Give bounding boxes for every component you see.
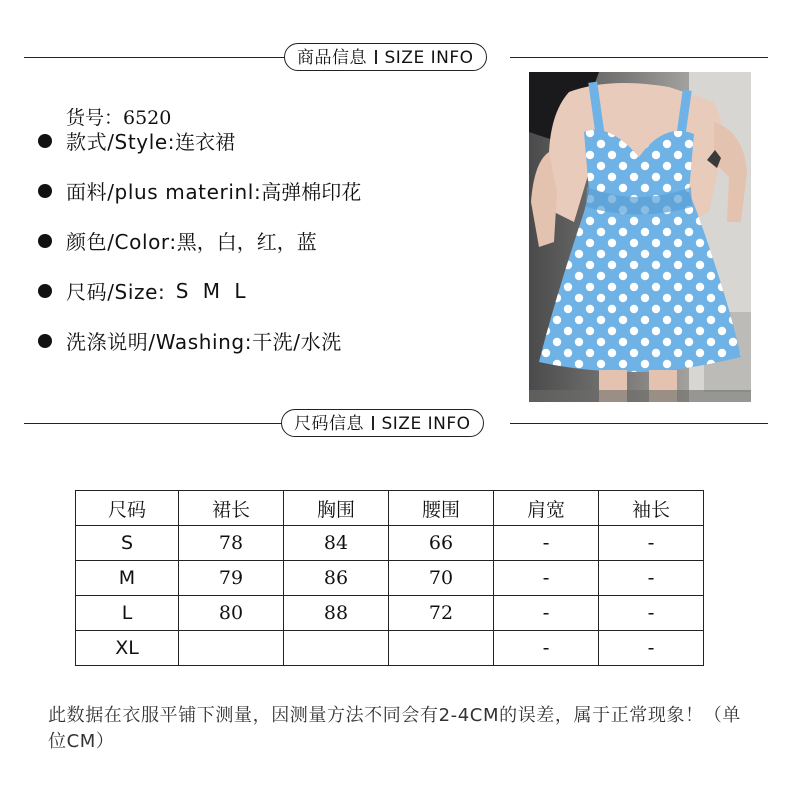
table-cell: -	[599, 631, 704, 666]
table-row	[76, 631, 704, 666]
section-title-en: SIZE INFO	[381, 414, 471, 434]
spec-label: 尺码/Size:	[66, 280, 166, 304]
product-photo	[529, 72, 751, 402]
table-cell	[179, 631, 284, 666]
table-cell: 72	[389, 596, 494, 631]
table-cell: -	[494, 596, 599, 631]
table-cell-size: M	[76, 561, 179, 596]
table-cell: 86	[284, 561, 389, 596]
bullet-icon	[38, 284, 52, 298]
size-table	[75, 490, 704, 666]
spec-color	[38, 226, 317, 255]
bullet-icon	[38, 234, 52, 248]
table-cell: 79	[179, 561, 284, 596]
bullet-icon	[38, 134, 52, 148]
section-divider-left	[24, 423, 286, 424]
separator	[375, 50, 377, 64]
dress-photo-icon	[529, 72, 751, 402]
section-title-product-info	[284, 43, 487, 71]
table-cell: -	[494, 561, 599, 596]
section-title-en: SIZE INFO	[384, 48, 474, 68]
section-divider-right	[510, 57, 768, 58]
section-title-size-info	[281, 409, 484, 437]
section-divider-right	[510, 423, 768, 424]
bullet-icon	[38, 184, 52, 198]
table-header-cell: 肩宽	[494, 491, 599, 526]
spec-label: 洗涤说明/Washing:	[66, 330, 253, 354]
table-cell-size: XL	[76, 631, 179, 666]
table-cell: 78	[179, 526, 284, 561]
spec-value: 高弹棉印花	[261, 180, 362, 204]
section-divider-left	[24, 57, 286, 58]
item-code: 货号：6520	[66, 107, 172, 129]
table-cell: -	[494, 526, 599, 561]
table-cell: -	[599, 526, 704, 561]
spec-size	[38, 276, 250, 305]
table-cell: -	[599, 561, 704, 596]
spec-value: 黑，白，红，蓝	[176, 230, 317, 254]
table-header-row	[76, 491, 704, 526]
spec-washing	[38, 326, 342, 355]
table-cell: 80	[179, 596, 284, 631]
table-cell: -	[599, 596, 704, 631]
spec-value: 连衣裙	[175, 130, 236, 154]
spec-value: 干洗/水洗	[252, 330, 342, 354]
spec-label: 颜色/Color:	[66, 230, 177, 254]
table-cell: 88	[284, 596, 389, 631]
table-header-cell: 尺码	[76, 491, 179, 526]
table-row	[76, 596, 704, 631]
table-cell-size: S	[76, 526, 179, 561]
spec-fabric	[38, 176, 361, 205]
table-header-cell: 胸围	[284, 491, 389, 526]
table-header-cell: 袖长	[599, 491, 704, 526]
spec-label: 款式/Style:	[66, 130, 176, 154]
table-cell: -	[494, 631, 599, 666]
bullet-icon	[38, 334, 52, 348]
spec-style	[38, 126, 235, 155]
separator	[372, 416, 374, 430]
table-cell	[284, 631, 389, 666]
table-header-cell: 腰围	[389, 491, 494, 526]
table-cell-size: L	[76, 596, 179, 631]
table-cell: 66	[389, 526, 494, 561]
measurement-note: 此数据在衣服平铺下测量，因测量方法不同会有2-4CM的误差，属于正常现象！（单位CM）	[48, 705, 741, 752]
table-cell	[389, 631, 494, 666]
spec-label: 面料/plus materinl:	[66, 180, 262, 204]
table-row	[76, 526, 704, 561]
section-title-cn: 商品信息	[297, 48, 367, 68]
spec-value: S M L	[165, 278, 250, 303]
table-cell: 84	[284, 526, 389, 561]
section-title-cn: 尺码信息	[294, 414, 364, 434]
table-row	[76, 561, 704, 596]
table-cell: 70	[389, 561, 494, 596]
table-header-cell: 裙长	[179, 491, 284, 526]
